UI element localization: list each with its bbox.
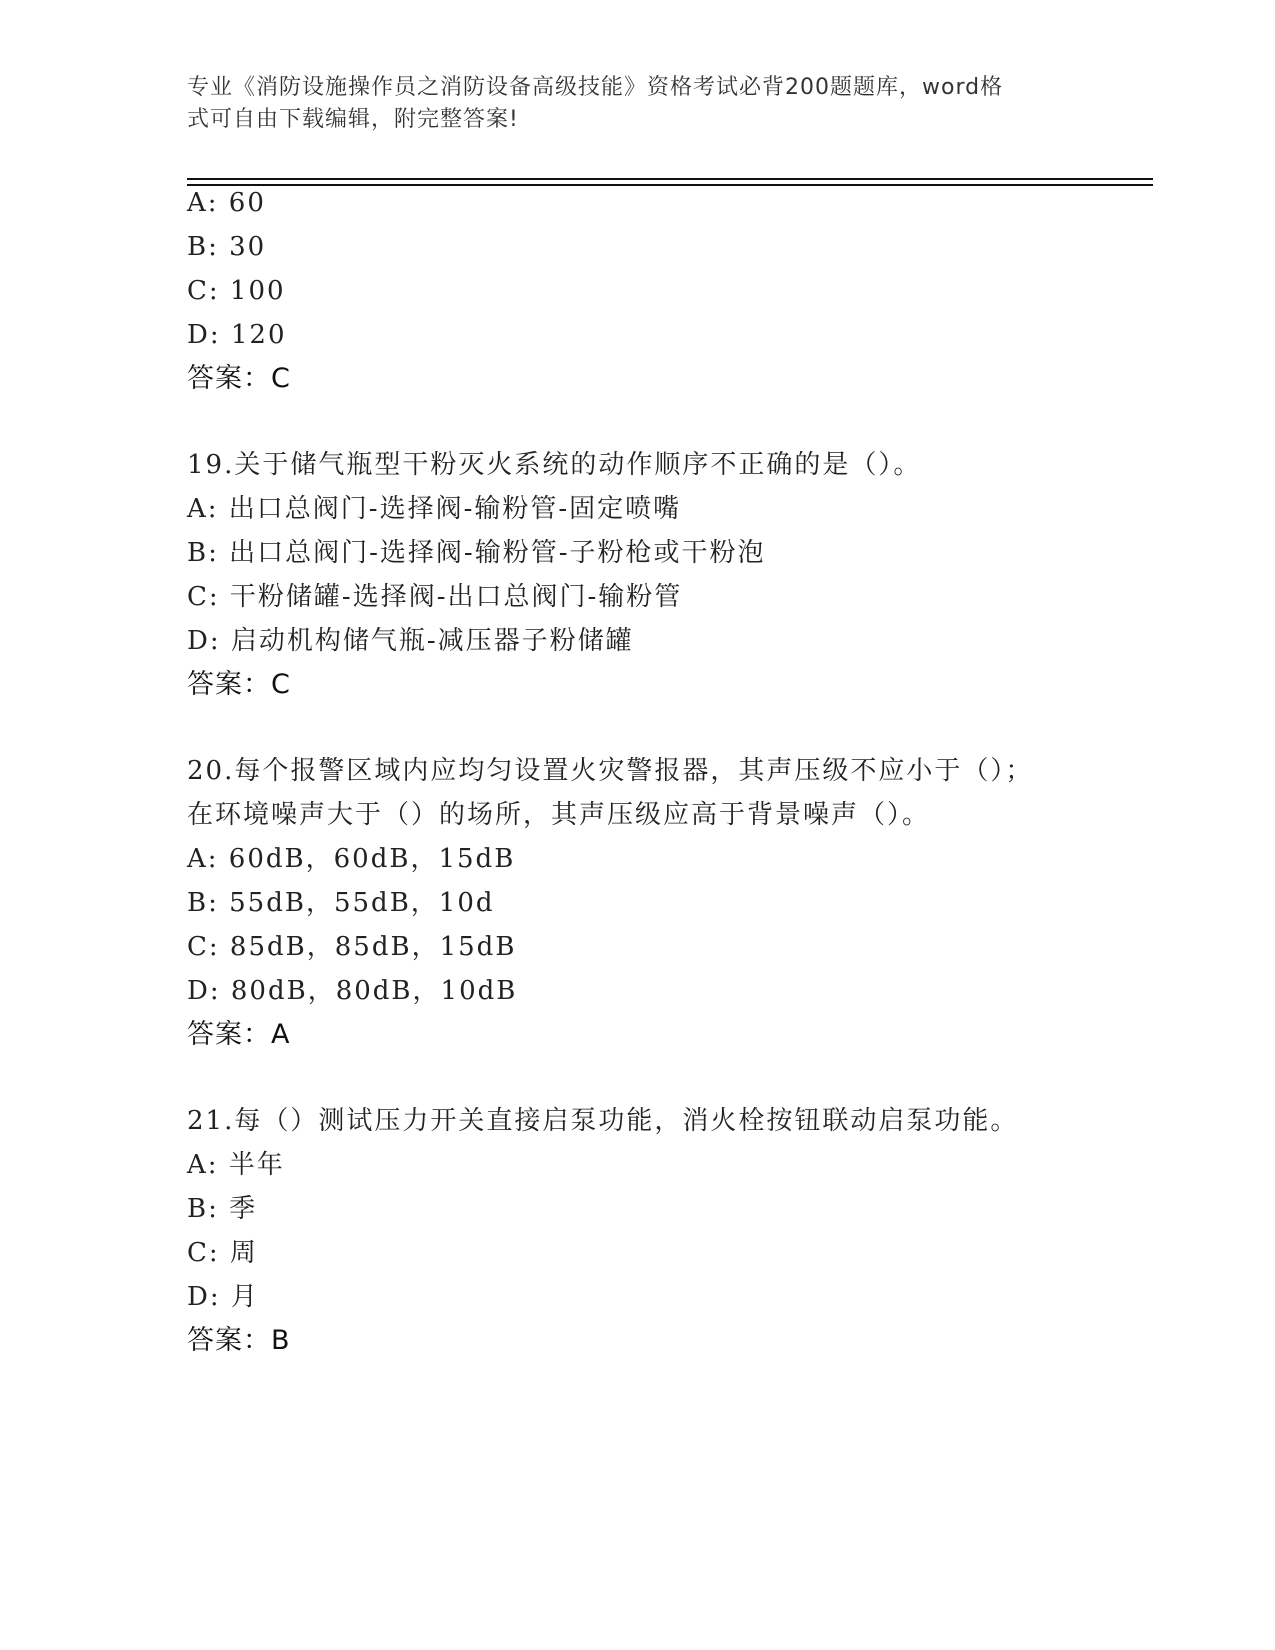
q20-option-b: B: 55dB，55dB，10d xyxy=(187,888,495,918)
header-line-2: 式可自由下载编辑，附完整答案! xyxy=(187,107,519,132)
q19-stem: 19.关于储气瓶型干粉灭火系统的动作顺序不正确的是（）。 xyxy=(187,450,922,480)
q20-answer: 答案：A xyxy=(187,1019,291,1050)
q19-option-b: B: 出口总阀门-选择阀-输粉管-子粉枪或干粉泡 xyxy=(187,538,766,568)
q19-option-a: A: 出口总阀门-选择阀-输粉管-固定喷嘴 xyxy=(187,494,682,524)
q21-stem: 21.每（）测试压力开关直接启泵功能，消火栓按钮联动启泵功能。 xyxy=(187,1106,1019,1136)
q20-option-c: C: 85dB，85dB，15dB xyxy=(187,932,517,962)
document-header xyxy=(187,72,1067,136)
q21-answer: 答案：B xyxy=(187,1325,291,1356)
header-divider-bottom xyxy=(187,184,1153,186)
q21-option-c: C: 周 xyxy=(187,1238,258,1268)
q20-option-a: A: 60dB，60dB，15dB xyxy=(187,844,516,874)
q20-option-d: D: 80dB，80dB，10dB xyxy=(187,976,518,1006)
q18-option-b: B: 30 xyxy=(187,232,267,262)
header-line-1: 专业《消防设施操作员之消防设备高级技能》资格考试必背200题题库，word格 xyxy=(187,75,1004,100)
q21-option-b: B: 季 xyxy=(187,1194,258,1224)
q18-answer: 答案：C xyxy=(187,363,291,394)
q19-option-c: C: 干粉储罐-选择阀-出口总阀门-输粉管 xyxy=(187,582,683,612)
q18-option-a: A: 60 xyxy=(187,188,266,218)
q18-option-c: C: 100 xyxy=(187,276,286,306)
q18-option-d: D: 120 xyxy=(187,320,287,350)
q21-option-a: A: 半年 xyxy=(187,1150,285,1180)
q19-answer: 答案：C xyxy=(187,669,291,700)
q21-option-d: D: 月 xyxy=(187,1282,259,1312)
q20-stem-line-1: 20.每个报警区域内应均匀设置火灾警报器，其声压级不应小于（）； xyxy=(187,756,1034,786)
q20-stem-line-2: 在环境噪声大于（）的场所，其声压级应高于背景噪声（）。 xyxy=(187,800,931,830)
q19-option-d: D: 启动机构储气瓶-减压器子粉储罐 xyxy=(187,626,634,656)
header-divider-top xyxy=(187,178,1153,180)
